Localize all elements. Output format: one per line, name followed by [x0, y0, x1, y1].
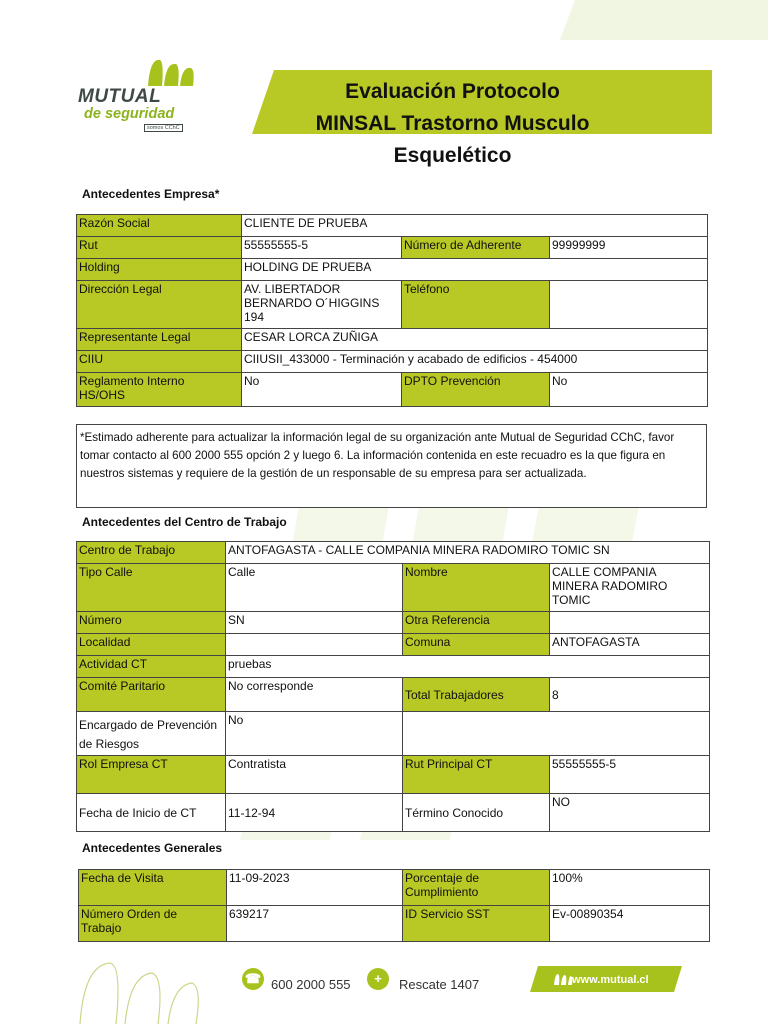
- termino-conocido-label: Término Conocido: [403, 794, 550, 832]
- page-title: [280, 76, 625, 172]
- comite-paritario-label: Comité Paritario: [77, 678, 226, 712]
- num-adherente-value: 99999999: [550, 237, 708, 259]
- orden-label-line-1: Número Orden de: [81, 907, 178, 921]
- table-row: [79, 870, 710, 906]
- section-title-centro: Antecedentes del Centro de Trabajo: [82, 515, 287, 529]
- rol-empresa-label: Rol Empresa CT: [77, 756, 226, 794]
- porcentaje-label-line-1: Porcentaje de: [405, 871, 480, 885]
- dpto-prevencion-label: DPTO Prevención: [402, 373, 550, 407]
- table-row: [77, 678, 710, 712]
- actividad-label: Actividad CT: [77, 656, 226, 678]
- table-row: [77, 656, 710, 678]
- nombre-value: [550, 564, 710, 612]
- rescue-cross-icon: +: [367, 968, 389, 990]
- table-row: [77, 794, 710, 832]
- reglamento-label-line-1: Reglamento Interno: [79, 374, 185, 388]
- rut-value: 55555555-5: [242, 237, 402, 259]
- tipo-calle-label: Tipo Calle: [77, 564, 226, 612]
- centro-trabajo-value: ANTOFAGASTA - CALLE COMPANIA MINERA RADOMIRO TOMIC SN: [226, 542, 710, 564]
- table-row: [77, 756, 710, 794]
- telefono-label: Teléfono: [402, 281, 550, 329]
- representante-value: CESAR LORCA ZUÑIGA: [242, 329, 708, 351]
- comuna-value: ANTOFAGASTA: [550, 634, 710, 656]
- nombre-line-3: TOMIC: [552, 593, 591, 607]
- table-row: [77, 215, 708, 237]
- otra-referencia-label: Otra Referencia: [403, 612, 550, 634]
- footer-phone: 600 2000 555: [271, 977, 351, 992]
- comuna-label: Comuna: [403, 634, 550, 656]
- table-row: [77, 281, 708, 329]
- orden-trabajo-label: [79, 906, 227, 942]
- telefono-value: [550, 281, 708, 329]
- nombre-line-1: CALLE COMPANIA: [552, 565, 657, 579]
- id-servicio-label: ID Servicio SST: [403, 906, 550, 942]
- rut-principal-value: 55555555-5: [550, 756, 710, 794]
- id-servicio-value: Ev-00890354: [550, 906, 710, 942]
- representante-label: Representante Legal: [77, 329, 242, 351]
- logo-tagline: somos CChC: [144, 124, 183, 132]
- comite-paritario-value: No corresponde: [226, 678, 403, 712]
- encargado-value: No: [226, 712, 403, 756]
- razon-social-value: CLIENTE DE PRUEBA: [242, 215, 708, 237]
- title-line-1: Evaluación Protocolo: [345, 80, 560, 103]
- numero-value: SN: [226, 612, 403, 634]
- table-row: [79, 906, 710, 942]
- centro-trabajo-label: Centro de Trabajo: [77, 542, 226, 564]
- table-row: [77, 712, 710, 756]
- title-line-3: Esquelético: [393, 144, 512, 167]
- encargado-label-line-1: Encargado de Prevención: [79, 718, 218, 732]
- fecha-visita-value: 11-09-2023: [227, 870, 403, 906]
- fecha-inicio-label: Fecha de Inicio de CT: [77, 794, 226, 832]
- table-row: [77, 351, 708, 373]
- total-trabajadores-label: Total Trabajadores: [403, 678, 550, 712]
- reglamento-label-line-2: HS/OHS: [79, 388, 126, 402]
- rol-empresa-value: Contratista: [226, 756, 403, 794]
- table-row: [77, 373, 708, 407]
- tipo-calle-value: Calle: [226, 564, 403, 612]
- num-adherente-label: Número de Adherente: [402, 237, 550, 259]
- nombre-line-2: MINERA RADOMIRO: [552, 579, 668, 593]
- notice-box: *Estimado adherente para actualizar la información legal de su organización ante Mutual de Seguridad CChC, favor tomar contacto al 600 2000 555 opción 2 y luego 6. La información contenida en este recuadro es la que figura en nuestros sistemas y requiere de la gestión de un responsable de su empresa para ser actualizada.: [76, 424, 707, 508]
- termino-conocido-value: NO: [550, 794, 710, 832]
- rut-principal-label: Rut Principal CT: [403, 756, 550, 794]
- reglamento-label: [77, 373, 242, 407]
- porcentaje-label: [403, 870, 550, 906]
- table-row: [77, 634, 710, 656]
- section-title-generales: Antecedentes Generales: [82, 841, 223, 855]
- table-row: [77, 542, 710, 564]
- holding-label: Holding: [77, 259, 242, 281]
- encargado-label: [77, 712, 226, 756]
- razon-social-label: Razón Social: [77, 215, 242, 237]
- orden-label-line-2: Trabajo: [81, 921, 122, 935]
- logo-word: MUTUAL: [78, 86, 162, 107]
- table-row: [77, 259, 708, 281]
- generales-table: [78, 869, 710, 942]
- footer-logo-outline-icon: [70, 955, 220, 1024]
- encargado-empty-cell: [403, 712, 710, 756]
- table-row: [77, 564, 710, 612]
- direccion-line-1: AV. LIBERTADOR: [244, 282, 341, 296]
- footer-rescate: Rescate 1407: [399, 977, 480, 992]
- footer: [0, 955, 768, 1024]
- table-row: [77, 612, 710, 634]
- numero-label: Número: [77, 612, 226, 634]
- orden-trabajo-value: 639217: [227, 906, 403, 942]
- fecha-visita-label: Fecha de Visita: [79, 870, 227, 906]
- otra-referencia-value: [550, 612, 710, 634]
- section-title-empresa: Antecedentes Empresa*: [82, 187, 220, 201]
- direccion-line-2: BERNARDO O´HIGGINS: [244, 296, 380, 310]
- title-line-2: MINSAL Trastorno Musculo: [315, 112, 590, 135]
- total-trabajadores-value: 8: [550, 678, 710, 712]
- localidad-value: [226, 634, 403, 656]
- porcentaje-label-line-2: Cumplimiento: [405, 885, 479, 899]
- centro-table: [76, 541, 710, 832]
- encargado-label-line-2: de Riesgos: [79, 737, 140, 751]
- direccion-label: Dirección Legal: [77, 281, 242, 329]
- empresa-table: [76, 214, 708, 407]
- localidad-label: Localidad: [77, 634, 226, 656]
- porcentaje-value: 100%: [550, 870, 710, 906]
- reglamento-value: No: [242, 373, 402, 407]
- holding-value: HOLDING DE PRUEBA: [242, 259, 708, 281]
- mutual-logo: [78, 56, 213, 136]
- rut-label: Rut: [77, 237, 242, 259]
- ciiu-value: CIIUSII_433000 - Terminación y acabado de edificios - 454000: [242, 351, 708, 373]
- ciiu-label: CIIU: [77, 351, 242, 373]
- phone-icon: ☎: [242, 968, 264, 990]
- fecha-inicio-value: 11-12-94: [226, 794, 403, 832]
- table-row: [77, 237, 708, 259]
- actividad-value: pruebas: [226, 656, 710, 678]
- footer-web: www.mutual.cl: [572, 974, 649, 986]
- direccion-line-3: 194: [244, 310, 265, 324]
- table-row: [77, 329, 708, 351]
- nombre-label: Nombre: [403, 564, 550, 612]
- dpto-prevencion-value: No: [550, 373, 708, 407]
- direccion-value: [242, 281, 402, 329]
- logo-subtitle: de seguridad: [84, 106, 175, 122]
